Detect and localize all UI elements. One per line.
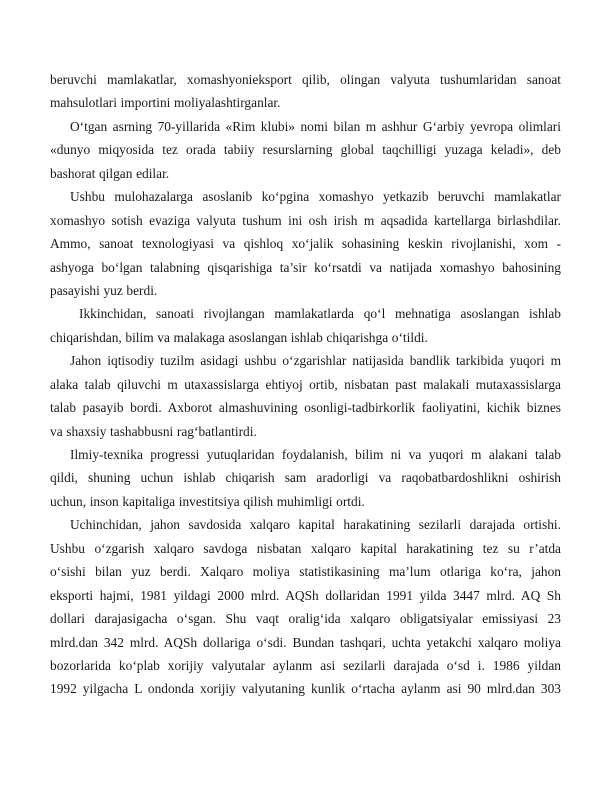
paragraph bbox=[50, 302, 561, 349]
text-line: Ushbu o‘zgarish xalqaro savdoga nisbatan xalqaro kapital harakatining tez su r’atda bbox=[50, 540, 561, 556]
text-line: Ilmiy-texnika progressi yutuqlaridan foydalanish, bilim ni va yuqori m alakani talab bbox=[70, 447, 561, 462]
text-line: va shaxsiy tashabbusni rag‘batlantirdi. bbox=[50, 423, 257, 439]
text-line: eksporti hajmi, 1981 yildagi 2000 mlrd. AQSh dollaridan 1991 yilda 3447 mlrd. AQ Sh bbox=[50, 587, 561, 603]
text-line: beruvchi mamlakatlar, xomashyonieksport qilib, olingan valyuta tushumlaridan sanoat bbox=[50, 72, 561, 87]
text-line: 1992 yilgacha L ondonda xorijiy valyutaning kunlik o‘rtacha aylanm asi 90 mlrd.dan 303 bbox=[50, 681, 561, 697]
paragraph bbox=[50, 68, 561, 115]
text-line: «dunyo miqyosida tez orada tabiiy resurslarning global taqchilligi yuzaga keladi», deb bbox=[50, 142, 561, 158]
text-line: Uchinchidan, jahon savdosida xalqaro kapital harakatining sezilarli darajada ortishi. bbox=[70, 517, 561, 533]
text-line: xomashyo sotish evaziga valyuta tushum ini osh irish m aqsadida kartellarga birlashdilar. bbox=[50, 212, 561, 228]
document-text-block bbox=[50, 68, 561, 701]
paragraph bbox=[50, 185, 561, 302]
text-line: Jahon iqtisodiy tuzilm asidagi ushbu o‘zgarishlar natijasida bandlik tarkibida yuqori m bbox=[70, 353, 561, 369]
text-line: ashyoga bo‘lgan talabning qisqarishiga ta’sir ko‘rsatdi va natijada xomashyo bahosining bbox=[50, 259, 561, 275]
text-line: Ushbu mulohazalarga asoslanib ko‘pgina xomashyo yetkazib beruvchi mamlakatlar bbox=[70, 189, 561, 205]
text-line: o‘sishi bilan yuz berdi. Xalqaro moliya statistikasining ma’lum otlariga ko‘ra, jahon bbox=[50, 564, 561, 580]
text-line: chiqarishdan, bilim va malakaga asoslangan ishlab chiqarishga o‘tildi. bbox=[50, 329, 428, 345]
text-line: bozorlarida ko‘plab xorijiy valyutalar aylanm asi sezilarli darajada o‘sd i. 1986 yildan bbox=[50, 657, 561, 673]
text-line: talab pasayib bordi. Axborot almashuvining osonligi-tadbirkorlik faoliyatini, kichik biznes bbox=[50, 400, 561, 416]
text-line: O‘tgan asrning 70-yillarida «Rim klubi» nomi bilan m ashhur G‘arbiy yevropa olimlari bbox=[70, 118, 561, 134]
paragraph bbox=[50, 349, 561, 443]
text-line: bashorat qilgan edilar. bbox=[50, 165, 170, 181]
text-line: uchun, inson kapitaliga investitsiya qilish muhimligi ortdi. bbox=[50, 493, 365, 509]
text-line: mahsulotlari importini moliyalashtirganlar. bbox=[50, 95, 281, 111]
text-line: qildi, shuning uchun ishlab chiqarish sam aradorligi va raqobatbardoshlikni oshirish bbox=[50, 470, 561, 486]
text-line: dollari darajasigacha o‘sgan. Shu vaqt oralig‘ida xalqaro obligatsiyalar emissiyasi 23 bbox=[50, 611, 561, 627]
text-line: Ikkinchidan, sanoati rivojlangan mamlakatlarda qo‘l mehnatiga asoslangan ishlab bbox=[79, 306, 561, 322]
text-line: mlrd.dan 342 mlrd. AQSh dollariga o‘sdi. Bundan tashqari, uchta yetakchi xalqaro moliya bbox=[50, 634, 561, 650]
text-line: pasayishi yuz berdi. bbox=[50, 282, 158, 298]
paragraph bbox=[50, 443, 561, 513]
paragraph bbox=[50, 115, 561, 185]
text-line: Ammo, sanoat texnologiyasi va qishloq xo‘jalik sohasining keskin rivojlanishi, xom - bbox=[50, 236, 561, 252]
text-line: alaka talab qiluvchi m utaxassislarga ehtiyoj ortib, nisbatan past malakali mutaxassislarga bbox=[50, 376, 561, 392]
paragraph bbox=[50, 513, 561, 701]
